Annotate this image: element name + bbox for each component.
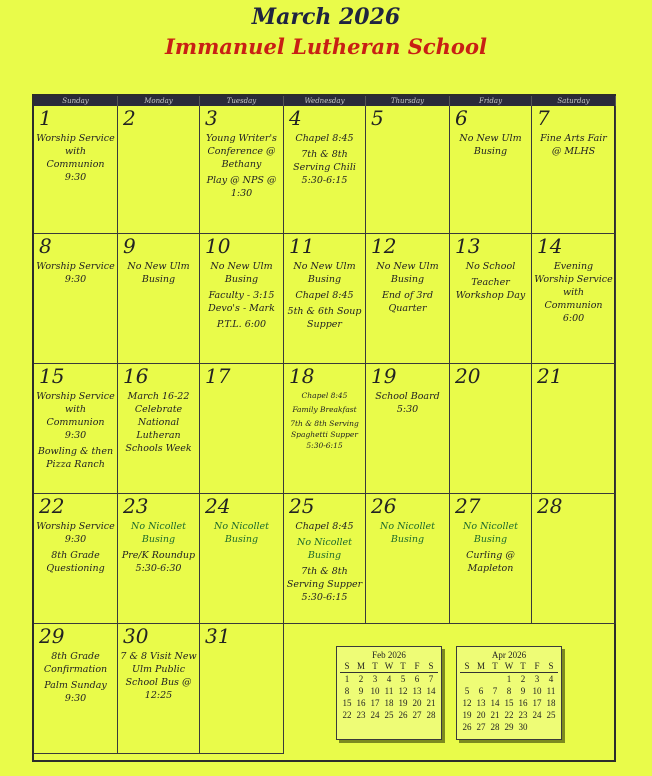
- mini-calendar-feb: [336, 646, 442, 740]
- mini-calendar-date: 24: [532, 710, 542, 720]
- day-cell-21: [532, 364, 616, 494]
- day-cell-28: [532, 494, 616, 624]
- day-number: 10: [205, 234, 231, 258]
- weekday-header-monday: Monday: [118, 96, 200, 106]
- mini-calendar-date: 26: [462, 722, 472, 732]
- day-number: 17: [205, 364, 231, 388]
- mini-calendar-date: 19: [462, 710, 472, 720]
- mini-calendar-date: 8: [344, 686, 350, 696]
- mini-calendar-date: 1: [344, 674, 350, 684]
- mini-calendar-date: 5: [464, 686, 470, 696]
- weekday-header-tuesday: Tuesday: [200, 96, 284, 106]
- mini-calendar-title: Apr 2026: [491, 650, 527, 660]
- mini-calendar-date: 5: [400, 674, 406, 684]
- day-cell-31: [200, 624, 284, 754]
- weekday-letter: F: [414, 661, 420, 671]
- mini-calendar-date: 17: [532, 698, 542, 708]
- day-cell-11: [284, 234, 366, 364]
- mini-calendar-date: 14: [490, 698, 500, 708]
- day-number: 13: [455, 234, 481, 258]
- event-text: No Nicollet Busing: [131, 521, 186, 545]
- day-events: [202, 132, 281, 203]
- mini-calendar-date: [460, 673, 474, 685]
- mini-calendar-week: [337, 709, 441, 721]
- weekday-header-sunday: Sunday: [34, 96, 118, 106]
- day-number: 25: [289, 494, 315, 518]
- event-text: Chapel 8:45: [301, 391, 348, 400]
- mini-calendar-date: 21: [426, 698, 436, 708]
- day-number: 30: [123, 624, 149, 648]
- mini-calendar-date: 26: [398, 710, 408, 720]
- day-cell-24: [200, 494, 284, 624]
- day-cell-8: [34, 234, 118, 364]
- weekday-letter: T: [520, 661, 526, 671]
- weekday-letter: M: [476, 661, 485, 671]
- weekday-letter: M: [356, 661, 365, 671]
- event-text: Worship Service with Communion 9:30: [36, 391, 115, 441]
- mini-calendar-date: 4: [548, 674, 554, 684]
- event-text: 7th & 8th Serving Supper 5:30-6:15: [286, 566, 363, 603]
- day-number: 31: [205, 624, 231, 648]
- mini-calendar-date: 2: [520, 674, 526, 684]
- day-events: [120, 650, 197, 705]
- event-text: Chapel 8:45: [295, 290, 354, 301]
- event-text: Family Breakfast: [292, 405, 357, 414]
- day-cell-10: [200, 234, 284, 364]
- day-cell-15: [34, 364, 118, 494]
- mini-calendar-date: 6: [478, 686, 484, 696]
- mini-calendar-date: 22: [504, 710, 514, 720]
- mini-calendar-date: 28: [490, 722, 500, 732]
- weekday-letter: T: [492, 661, 498, 671]
- mini-calendar-date: 3: [534, 674, 540, 684]
- mini-calendar-date: 10: [370, 686, 380, 696]
- mini-calendar-date: 16: [356, 698, 366, 708]
- mini-calendar-date: 11: [384, 686, 394, 696]
- mini-calendar-date: 25: [384, 710, 394, 720]
- day-events: [36, 650, 115, 708]
- day-events: [120, 260, 197, 289]
- weekday-letter: S: [464, 661, 470, 671]
- day-events: [36, 520, 115, 578]
- day-number: 4: [289, 106, 302, 130]
- mini-calendar-date: 7: [492, 686, 498, 696]
- day-events: [36, 390, 115, 474]
- day-cell-4: [284, 106, 366, 234]
- weekday-header-saturday: Saturday: [532, 96, 616, 106]
- mini-calendar-week: [457, 709, 561, 721]
- event-text: Curling @ Mapleton: [466, 550, 515, 574]
- day-number: 3: [205, 106, 218, 130]
- day-cell-6: [450, 106, 532, 234]
- day-number: 21: [537, 364, 563, 388]
- mini-calendar-date: [474, 673, 488, 685]
- day-events: [286, 390, 363, 454]
- day-number: 29: [39, 624, 65, 648]
- weekday-letter: S: [344, 661, 350, 671]
- day-cell-5: [366, 106, 450, 234]
- mini-calendar-date: 12: [398, 686, 408, 696]
- mini-calendar-date: [530, 721, 544, 733]
- event-text: March 16-22 Celebrate National Lutheran Schools Week: [125, 391, 192, 454]
- mini-calendar-date: 11: [546, 686, 556, 696]
- mini-calendar-date: 22: [342, 710, 352, 720]
- event-text: 8th Grade Confirmation: [43, 651, 108, 675]
- day-number: 16: [123, 364, 149, 388]
- mini-calendar-week: [457, 697, 561, 709]
- weekday-letter: W: [504, 661, 514, 671]
- day-number: 18: [289, 364, 315, 388]
- event-text: School Board 5:30: [375, 391, 440, 415]
- weekday-letter: T: [400, 661, 406, 671]
- day-number: 11: [289, 234, 315, 258]
- event-text: Chapel 8:45: [295, 133, 354, 144]
- day-number: 12: [371, 234, 397, 258]
- event-text: 7th & 8th Serving Spaghetti Supper 5:30-6:15: [290, 419, 359, 450]
- event-text: Chapel 8:45: [295, 521, 354, 532]
- day-events: [202, 520, 281, 549]
- mini-calendar-week: [457, 673, 561, 685]
- mini-calendar-date: 30: [518, 722, 528, 732]
- event-text: End of 3rd Quarter: [381, 290, 434, 314]
- mini-calendar-date: 9: [520, 686, 526, 696]
- day-cell-9: [118, 234, 200, 364]
- day-number: 1: [39, 106, 52, 130]
- event-text: Fine Arts Fair @ MLHS: [540, 133, 607, 157]
- day-cell-20: [450, 364, 532, 494]
- day-cell-3: [200, 106, 284, 234]
- day-events: [368, 390, 447, 419]
- mini-calendar-date: 20: [412, 698, 422, 708]
- event-text: Worship Service 9:30: [36, 261, 115, 285]
- mini-calendar-date: 4: [386, 674, 392, 684]
- event-text: No New Ulm Busing: [210, 261, 273, 285]
- day-events: [36, 260, 115, 289]
- event-text: Faculty - 3:15 Devo's - Mark: [208, 290, 275, 314]
- day-number: 9: [123, 234, 136, 258]
- mini-calendar-weekdays: [340, 660, 438, 673]
- mini-calendar-week: [337, 697, 441, 709]
- day-events: [368, 520, 447, 549]
- mini-calendar-title: Feb 2026: [372, 650, 406, 660]
- mini-calendar-week: [337, 685, 441, 697]
- event-text: No School: [465, 261, 516, 272]
- event-text: Pre/K Roundup 5:30-6:30: [121, 550, 196, 574]
- day-cell-2: [118, 106, 200, 234]
- day-cell-16: [118, 364, 200, 494]
- event-text: No New Ulm Busing: [459, 133, 522, 157]
- day-events: [36, 132, 115, 187]
- mini-calendar-date: 17: [370, 698, 380, 708]
- mini-calendar-date: 24: [370, 710, 380, 720]
- mini-calendar-date: 20: [476, 710, 486, 720]
- weekday-header-thursday: Thursday: [366, 96, 450, 106]
- mini-calendar-week: [457, 685, 561, 697]
- event-text: Play @ NPS @ 1:30: [206, 175, 277, 199]
- event-text: Teacher Workshop Day: [455, 277, 526, 301]
- day-events: [452, 260, 529, 305]
- day-events: [120, 520, 197, 578]
- weekday-letter: S: [428, 661, 434, 671]
- day-number: 23: [123, 494, 149, 518]
- mini-calendar-date: 27: [476, 722, 486, 732]
- event-text: Palm Sunday 9:30: [44, 680, 107, 704]
- mini-calendar-week: [337, 673, 441, 685]
- mini-calendar-date: 23: [518, 710, 528, 720]
- day-number: 22: [39, 494, 65, 518]
- day-events: [286, 260, 363, 334]
- day-cell-14: [532, 234, 616, 364]
- day-cell-1: [34, 106, 118, 234]
- mini-calendar-date: 13: [476, 698, 486, 708]
- day-cell-12: [366, 234, 450, 364]
- day-events: [286, 132, 363, 190]
- event-text: No New Ulm Busing: [293, 261, 356, 285]
- event-text: Worship Service with Communion 9:30: [36, 133, 115, 183]
- event-text: 5th & 6th Soup Supper: [287, 306, 362, 330]
- day-number: 5: [371, 106, 384, 130]
- mini-calendar-date: 2: [358, 674, 364, 684]
- day-events: [202, 260, 281, 334]
- day-events: [534, 132, 613, 161]
- day-events: [534, 260, 613, 328]
- day-number: 26: [371, 494, 397, 518]
- mini-calendar-date: 27: [412, 710, 422, 720]
- mini-calendar-date: 29: [504, 722, 514, 732]
- event-text: No Nicollet Busing: [463, 521, 518, 545]
- weekday-letter: F: [534, 661, 540, 671]
- event-text: Young Writer's Conference @ Bethany: [206, 133, 277, 170]
- mini-calendar-date: 13: [412, 686, 422, 696]
- event-text: 7 & 8 Visit New Ulm Public School Bus @ 12:25: [120, 651, 197, 701]
- day-cell-18: [284, 364, 366, 494]
- event-text: No Nicollet Busing: [380, 521, 435, 545]
- mini-calendar-apr: [456, 646, 562, 740]
- mini-calendar-date: 7: [428, 674, 434, 684]
- day-number: 8: [39, 234, 52, 258]
- event-text: No Nicollet Busing: [214, 521, 269, 545]
- day-number: 20: [455, 364, 481, 388]
- mini-calendar-date: 8: [506, 686, 512, 696]
- day-cell-27: [450, 494, 532, 624]
- mini-calendar-date: 1: [506, 674, 512, 684]
- day-cell-7: [532, 106, 616, 234]
- mini-calendar-date: 21: [490, 710, 500, 720]
- mini-calendar-date: 15: [504, 698, 514, 708]
- weekday-header-friday: Friday: [450, 96, 532, 106]
- event-text: No New Ulm Busing: [376, 261, 439, 285]
- month-title: March 2026: [251, 4, 401, 30]
- event-text: Bowling & then Pizza Ranch: [37, 446, 114, 470]
- weekday-letter: S: [548, 661, 554, 671]
- mini-calendar-week: [457, 721, 561, 733]
- day-number: 28: [537, 494, 563, 518]
- event-text: 8th Grade Questioning: [46, 550, 105, 574]
- day-cell-29: [34, 624, 118, 754]
- event-text: No Nicollet Busing: [297, 537, 352, 561]
- mini-calendar-date: 16: [518, 698, 528, 708]
- day-cell-22: [34, 494, 118, 624]
- school-name: Immanuel Lutheran School: [165, 34, 487, 59]
- day-events: [452, 132, 529, 161]
- mini-calendar-date: 9: [358, 686, 364, 696]
- day-cell-25: [284, 494, 366, 624]
- event-text: Worship Service 9:30: [36, 521, 115, 545]
- day-number: 24: [205, 494, 231, 518]
- weekday-header-wednesday: Wednesday: [284, 96, 366, 106]
- mini-calendar-weekdays: [460, 660, 558, 673]
- day-cell-13: [450, 234, 532, 364]
- mini-calendar-date: 12: [462, 698, 472, 708]
- mini-calendar-date: [544, 721, 558, 733]
- mini-calendar-date: 19: [398, 698, 408, 708]
- mini-calendar-date: 14: [426, 686, 436, 696]
- day-events: [120, 390, 197, 458]
- mini-calendar-date: [488, 673, 502, 685]
- day-cell-30: [118, 624, 200, 754]
- day-cell-26: [366, 494, 450, 624]
- day-events: [452, 520, 529, 578]
- mini-calendar-date: 25: [546, 710, 556, 720]
- day-number: 7: [537, 106, 550, 130]
- day-cell-23: [118, 494, 200, 624]
- mini-calendar-date: 10: [532, 686, 542, 696]
- day-cell-17: [200, 364, 284, 494]
- day-cell-19: [366, 364, 450, 494]
- mini-calendar-date: 18: [384, 698, 394, 708]
- day-events: [286, 520, 363, 607]
- day-number: 6: [455, 106, 468, 130]
- day-number: 2: [123, 106, 136, 130]
- mini-calendar-date: 23: [356, 710, 366, 720]
- mini-calendar-date: 6: [414, 674, 420, 684]
- mini-calendar-date: 15: [342, 698, 352, 708]
- day-number: 14: [537, 234, 563, 258]
- weekday-letter: W: [384, 661, 394, 671]
- mini-calendar-date: 3: [372, 674, 378, 684]
- day-events: [368, 260, 447, 318]
- day-number: 15: [39, 364, 65, 388]
- day-number: 19: [371, 364, 397, 388]
- event-text: 7th & 8th Serving Chili 5:30-6:15: [293, 149, 356, 186]
- day-number: 27: [455, 494, 481, 518]
- weekday-letter: T: [372, 661, 378, 671]
- event-text: P.T.L. 6:00: [216, 319, 267, 330]
- event-text: No New Ulm Busing: [127, 261, 190, 285]
- mini-calendar-date: 18: [546, 698, 556, 708]
- event-text: Evening Worship Service with Communion 6:00: [534, 261, 613, 324]
- mini-calendar-date: 28: [426, 710, 436, 720]
